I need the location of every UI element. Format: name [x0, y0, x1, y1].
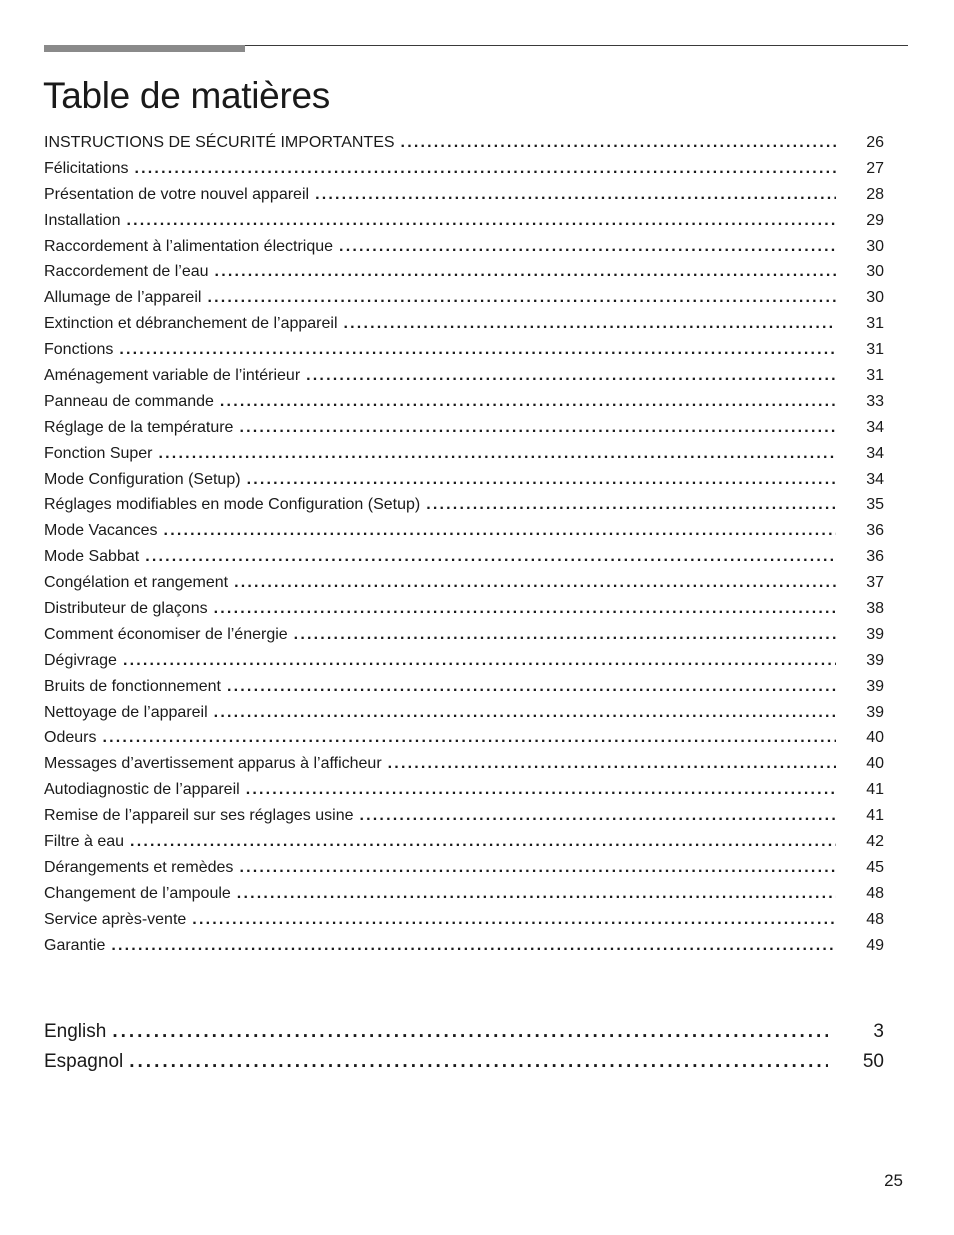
entry-label: Raccordement de l’eau: [44, 263, 209, 281]
entry-label: Bruits de fonctionnement: [44, 677, 221, 695]
toc-entry[interactable]: [44, 363, 884, 389]
entry-label: Distributeur de glaçons: [44, 600, 208, 618]
toc-entry[interactable]: [44, 803, 884, 829]
entry-page-number: 31: [866, 341, 884, 359]
dot-leader: [388, 751, 836, 777]
entry-label: Réglage de la température: [44, 418, 234, 436]
entry-label: Espagnol: [44, 1051, 124, 1072]
entry-page-number: 40: [866, 755, 884, 773]
dot-leader: [227, 674, 836, 700]
toc-entry[interactable]: [44, 648, 884, 674]
dot-leader: [134, 156, 836, 182]
dot-leader: [214, 700, 836, 726]
dot-leader: [220, 389, 836, 415]
toc-entry[interactable]: [44, 311, 884, 337]
entry-page-number: 39: [866, 651, 884, 669]
entry-page-number: 30: [866, 237, 884, 255]
toc-entry[interactable]: [44, 259, 884, 285]
entry-page-number: 50: [862, 1051, 884, 1072]
dot-leader: [360, 803, 837, 829]
entry-label: Mode Configuration (Setup): [44, 470, 241, 488]
dot-leader: [247, 467, 836, 493]
dot-leader: [426, 492, 836, 518]
entry-label: Dérangements et remèdes: [44, 858, 234, 876]
entry-page-number: 31: [866, 315, 884, 333]
toc-entry[interactable]: [44, 933, 884, 959]
dot-leader: [192, 907, 836, 933]
entry-label: Remise de l’appareil sur ses réglages usine: [44, 807, 354, 825]
entry-label: Changement de l’ampoule: [44, 884, 231, 902]
entry-page-number: 39: [866, 625, 884, 643]
entry-page-number: 41: [866, 807, 884, 825]
entry-page-number: 35: [866, 496, 884, 514]
entry-page-number: 30: [866, 289, 884, 307]
entry-page-number: 49: [866, 936, 884, 954]
entry-page-number: 45: [866, 858, 884, 876]
dot-leader: [127, 208, 837, 234]
toc-entry[interactable]: [44, 725, 884, 751]
entry-label: Aménagement variable de l’intérieur: [44, 367, 301, 385]
entry-label: Présentation de votre nouvel appareil: [44, 185, 310, 203]
toc-entry[interactable]: [44, 182, 884, 208]
toc-entry[interactable]: [44, 337, 884, 363]
entry-label: Fonctions: [44, 341, 114, 359]
language-entry[interactable]: [44, 1047, 884, 1077]
entry-page-number: 3: [873, 1021, 884, 1042]
entry-page-number: 39: [866, 677, 884, 695]
entry-label: Messages d’avertissement apparus à l’afficheur: [44, 755, 382, 773]
dot-leader: [112, 1017, 828, 1047]
entry-page-number: 30: [866, 263, 884, 281]
dot-leader: [164, 518, 836, 544]
dot-leader: [207, 285, 836, 311]
entry-page-number: 48: [866, 884, 884, 902]
entry-page-number: 41: [866, 781, 884, 799]
entry-label: Nettoyage de l’appareil: [44, 703, 208, 721]
entry-label: Mode Sabbat: [44, 548, 140, 566]
dot-leader: [102, 725, 836, 751]
entry-page-number: 29: [866, 211, 884, 229]
dot-leader: [234, 570, 836, 596]
dot-leader: [401, 130, 836, 156]
dot-leader: [237, 881, 836, 907]
toc-entry[interactable]: [44, 829, 884, 855]
toc-entry[interactable]: [44, 907, 884, 933]
toc-entry[interactable]: [44, 285, 884, 311]
dot-leader: [214, 596, 836, 622]
toc-entry[interactable]: [44, 208, 884, 234]
toc-entry[interactable]: [44, 700, 884, 726]
dot-leader: [306, 363, 836, 389]
entry-page-number: 31: [866, 367, 884, 385]
dot-leader: [111, 933, 836, 959]
page-number: 25: [884, 1171, 903, 1190]
toc-entry[interactable]: [44, 389, 884, 415]
entry-page-number: 48: [866, 910, 884, 928]
dot-leader: [145, 544, 836, 570]
entry-label: Congélation et rangement: [44, 574, 229, 592]
toc-entry[interactable]: [44, 415, 884, 441]
entry-page-number: 40: [866, 729, 884, 747]
entry-page-number: 42: [866, 833, 884, 851]
entry-label: INSTRUCTIONS DE SÉCURITÉ IMPORTANTES: [44, 134, 395, 151]
toc-entry[interactable]: [44, 855, 884, 881]
entry-page-number: 37: [866, 574, 884, 592]
dot-leader: [294, 622, 836, 648]
dot-leader: [119, 337, 836, 363]
dot-leader: [129, 1047, 828, 1077]
dot-leader: [344, 311, 836, 337]
entry-label: English: [44, 1021, 107, 1042]
toc-entry[interactable]: [44, 156, 884, 182]
entry-page-number: 34: [866, 444, 884, 462]
toc-entry[interactable]: [44, 518, 884, 544]
entry-page-number: 33: [866, 392, 884, 410]
top-rule-accent: [44, 45, 245, 52]
entry-page-number: 34: [866, 470, 884, 488]
entry-label: Comment économiser de l’énergie: [44, 625, 288, 643]
entry-label: Allumage de l’appareil: [44, 289, 202, 307]
toc-entry[interactable]: [44, 544, 884, 570]
entry-page-number: 27: [866, 159, 884, 177]
entry-page-number: 36: [866, 522, 884, 540]
dot-leader: [215, 259, 836, 285]
toc-entry[interactable]: [44, 234, 884, 260]
entry-label: Dégivrage: [44, 651, 117, 669]
toc-entry[interactable]: [44, 130, 884, 156]
entry-label: Installation: [44, 211, 121, 229]
toc-entry[interactable]: [44, 881, 884, 907]
dot-leader: [339, 234, 836, 260]
table-of-contents: [44, 130, 884, 959]
entry-label: Mode Vacances: [44, 522, 158, 540]
entry-page-number: 34: [866, 418, 884, 436]
toc-entry[interactable]: [44, 570, 884, 596]
dot-leader: [159, 441, 836, 467]
toc-entry[interactable]: [44, 674, 884, 700]
dot-leader: [315, 182, 836, 208]
entry-label: Raccordement à l’alimentation électrique: [44, 237, 334, 255]
entry-page-number: 39: [866, 703, 884, 721]
toc-entry[interactable]: [44, 751, 884, 777]
entry-label: Félicitations: [44, 159, 129, 177]
entry-label: Réglages modifiables en mode Configuration (Setup): [44, 496, 421, 514]
toc-entry[interactable]: [44, 492, 884, 518]
dot-leader: [239, 415, 836, 441]
entry-label: Panneau de commande: [44, 392, 214, 410]
entry-page-number: 36: [866, 548, 884, 566]
toc-entry[interactable]: [44, 622, 884, 648]
dot-leader: [239, 855, 836, 881]
entry-label: Odeurs: [44, 729, 97, 747]
dot-leader: [123, 648, 836, 674]
toc-entry[interactable]: [44, 596, 884, 622]
entry-label: Garantie: [44, 936, 106, 954]
entry-page-number: 26: [866, 134, 884, 151]
toc-entry[interactable]: [44, 777, 884, 803]
entry-label: Filtre à eau: [44, 833, 125, 851]
toc-entry[interactable]: [44, 467, 884, 493]
language-index: [44, 1017, 884, 1077]
dot-leader: [246, 777, 836, 803]
dot-leader: [130, 829, 836, 855]
toc-entry[interactable]: [44, 441, 884, 467]
entry-page-number: 28: [866, 185, 884, 203]
language-entry[interactable]: [44, 1017, 884, 1047]
entry-label: Autodiagnostic de l’appareil: [44, 781, 240, 799]
entry-label: Service après-vente: [44, 910, 187, 928]
page-title: Table de matières: [43, 75, 330, 116]
entry-page-number: 38: [866, 600, 884, 618]
entry-label: Fonction Super: [44, 444, 153, 462]
entry-label: Extinction et débranchement de l’appareil: [44, 315, 338, 333]
